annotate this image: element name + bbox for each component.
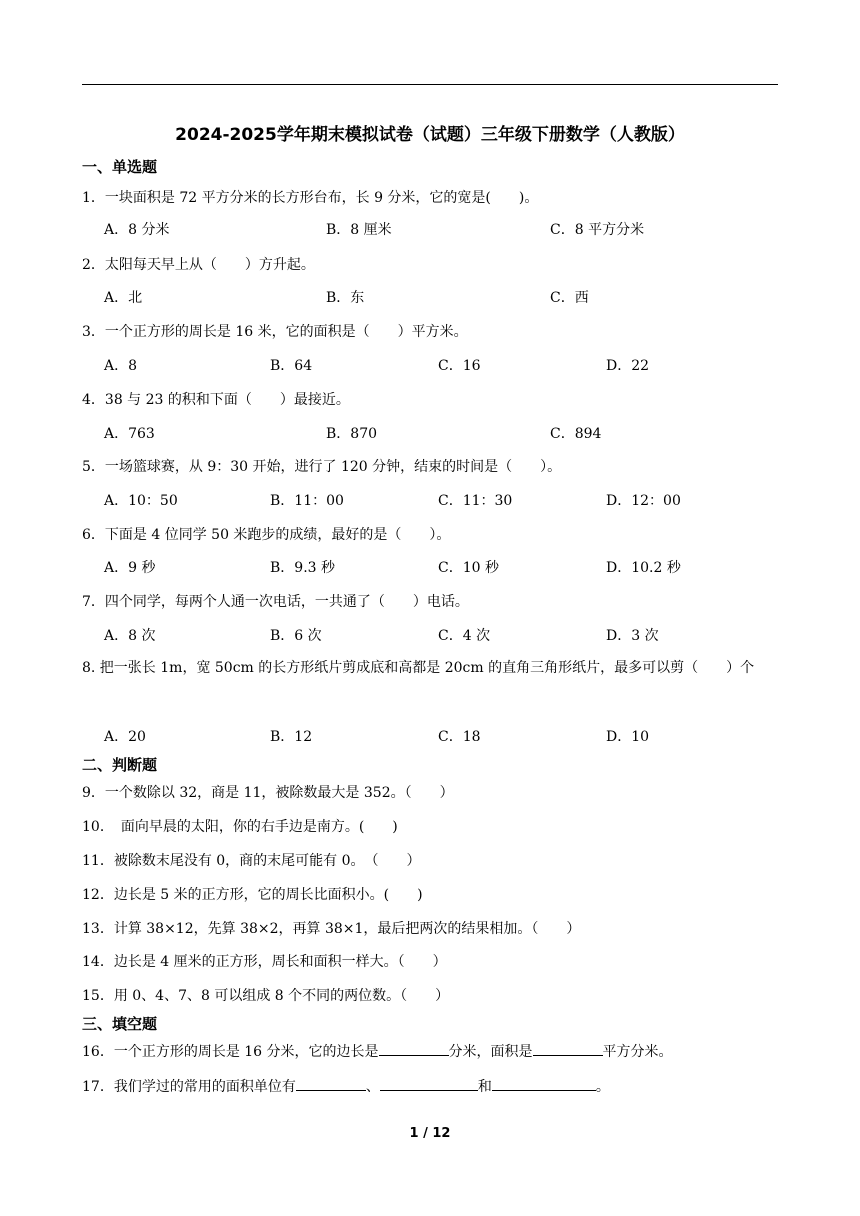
q17-blank-3[interactable] xyxy=(492,1076,596,1091)
q2-option-c: C．西 xyxy=(550,290,589,306)
question-4: 4．38 与 23 的积和下面（ ）最接近。 xyxy=(82,392,350,408)
q17-text-b: 、 xyxy=(365,1079,380,1095)
q7-option-d: D．3 次 xyxy=(606,628,659,644)
q1-option-c: C．8 平方分米 xyxy=(550,222,645,238)
q17-text-a: 17．我们学过的常用的面积单位有 xyxy=(82,1079,296,1095)
question-16 xyxy=(82,1041,673,1061)
q4-option-a: A．763 xyxy=(104,426,155,442)
q5-option-c: C．11：30 xyxy=(438,493,513,509)
q3-option-c: C．16 xyxy=(438,358,481,374)
q7-option-b: B．6 次 xyxy=(270,628,322,644)
q16-text-b: 分米，面积是 xyxy=(448,1044,533,1060)
question-5: 5．一场篮球赛，从 9：30 开始，进行了 120 分钟，结束的时间是（ ）。 xyxy=(82,459,562,475)
section-heading-fill-blank: 三、填空题 xyxy=(82,1015,158,1033)
q6-option-d: D．10.2 秒 xyxy=(606,560,681,576)
q6-option-b: B．9.3 秒 xyxy=(270,560,336,576)
question-14: 14．边长是 4 厘米的正方形，周长和面积一样大。（ ） xyxy=(82,954,447,970)
header-rule xyxy=(82,84,778,85)
question-13: 13．计算 38×12，先算 38×2，再算 38×1，最后把两次的结果相加。（ ） xyxy=(82,921,581,937)
q3-option-b: B．64 xyxy=(270,358,313,374)
q4-option-c: C．894 xyxy=(550,426,602,442)
q2-option-a: A．北 xyxy=(104,290,143,306)
question-8: 8. 把一张长 1m，宽 50cm 的长方形纸片剪成底和高都是 20cm 的直角三角形纸片，最多可以剪（ ）个 xyxy=(82,660,755,676)
page-title: 2024-2025学年期末模拟试卷（试题）三年级下册数学（人教版） xyxy=(175,125,685,145)
question-12: 12．边长是 5 米的正方形，它的周长比面积小。( ) xyxy=(82,887,423,903)
q16-blank-side[interactable] xyxy=(379,1041,449,1056)
question-7: 7．四个同学，每两个人通一次电话，一共通了（ ）电话。 xyxy=(82,594,469,610)
q1-option-a: A．8 分米 xyxy=(104,222,170,238)
q16-text-a: 16．一个正方形的周长是 16 分米，它的边长是 xyxy=(82,1044,379,1060)
question-17 xyxy=(82,1076,610,1096)
q16-blank-area[interactable] xyxy=(533,1041,603,1056)
q17-blank-2[interactable] xyxy=(380,1076,478,1091)
page-number: 1 / 12 xyxy=(409,1126,451,1141)
section-heading-true-false: 二、判断题 xyxy=(82,756,158,774)
q16-text-c: 平方分米。 xyxy=(602,1044,673,1060)
q1-option-b: B．8 厘米 xyxy=(326,222,392,238)
question-2: 2．太阳每天早上从（ ）方升起。 xyxy=(82,257,315,273)
q3-option-d: D．22 xyxy=(606,358,650,374)
question-15: 15．用 0、4、7、8 可以组成 8 个不同的两位数。（ ） xyxy=(82,988,450,1004)
question-10: 10． 面向早晨的太阳，你的右手边是南方。( ) xyxy=(82,819,398,835)
section-heading-single-choice: 一、单选题 xyxy=(82,158,158,176)
q5-option-d: D．12：00 xyxy=(606,493,681,509)
q17-text-d: 。 xyxy=(595,1079,610,1095)
q6-option-a: A．9 秒 xyxy=(104,560,156,576)
q6-option-c: C．10 秒 xyxy=(438,560,499,576)
q17-text-c: 和 xyxy=(477,1079,492,1095)
q7-option-c: C．4 次 xyxy=(438,628,491,644)
q7-option-a: A．8 次 xyxy=(104,628,156,644)
q8-option-b: B．12 xyxy=(270,729,313,745)
q5-option-b: B．11：00 xyxy=(270,493,344,509)
question-9: 9．一个数除以 32，商是 11，被除数最大是 352。（ ） xyxy=(82,785,454,801)
q5-option-a: A．10：50 xyxy=(104,493,178,509)
question-6: 6．下面是 4 位同学 50 米跑步的成绩，最好的是（ ）。 xyxy=(82,527,451,543)
question-1: 1．一块面积是 72 平方分米的长方形台布，长 9 分米，它的宽是( )。 xyxy=(82,190,539,206)
q2-option-b: B．东 xyxy=(326,290,365,306)
q8-option-a: A．20 xyxy=(104,729,146,745)
question-11: 11．被除数末尾没有 0，商的末尾可能有 0。 （ ） xyxy=(82,853,421,869)
q3-option-a: A．8 xyxy=(104,358,138,374)
q17-blank-1[interactable] xyxy=(296,1076,366,1091)
q4-option-b: B．870 xyxy=(326,426,378,442)
q8-option-d: D．10 xyxy=(606,729,650,745)
question-3: 3．一个正方形的周长是 16 米，它的面积是（ ）平方米。 xyxy=(82,324,468,340)
q8-option-c: C．18 xyxy=(438,729,481,745)
